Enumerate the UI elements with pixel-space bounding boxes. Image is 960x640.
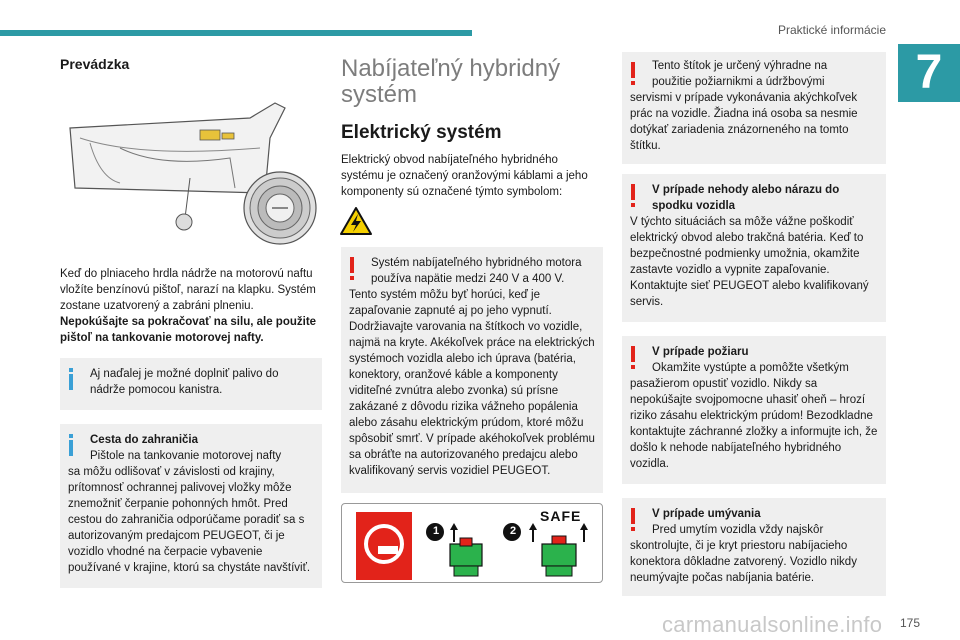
- header-accent-bar: [0, 30, 472, 36]
- paragraph-fuel-nozzle-text: Keď do plniaceho hrdla nádrže na motorovú naftu vložíte benzínovú pištoľ, narazí na klapku. Systém zostane uzatvorený a zabráni plneniu.: [60, 268, 316, 312]
- warning-washing-title: V prípade umývania: [652, 508, 761, 520]
- warning-accident-text: V týchto situáciách sa môže vážne poškodiť elektrický obvod alebo trakčná batéria. Keď to bezpečnostné podmienky umožnia, okamžite zastavte vozidlo a vypnite zapaľovanie. Kontaktujte sieť PEUGEOT alebo kvalifikovaný servis.: [630, 216, 869, 308]
- header-title: Praktické informácie: [777, 23, 886, 37]
- page-number: 175: [900, 616, 921, 630]
- warning-icon: [628, 346, 638, 370]
- paragraph-fuel-nozzle: [60, 266, 322, 346]
- section-title-prevadzka: Prevádzka: [60, 56, 130, 72]
- info-icon: [66, 434, 76, 456]
- warning-box-washing: [622, 498, 886, 596]
- figure-label-1: 1: [432, 525, 440, 537]
- column-1: [60, 52, 322, 588]
- info-canister-text: Aj naďalej je možné doplniť palivo do nádrže pomocou kanistra.: [90, 368, 279, 396]
- warning-washing-line1: Pred umytím vozidla vždy najskôr: [652, 524, 824, 536]
- info-travel-line1: Pištole na tankovanie motorovej nafty: [90, 450, 282, 462]
- warning-fire-line1: Okamžite vystúpte a pomôžte všetkým: [652, 362, 849, 374]
- safe-label-figure: [341, 503, 603, 583]
- paragraph-electric-circuit: Elektrický obvod nabíjateľného hybridného systému je označený oranžovými káblami a jeho komponenty sú označené týmto symbolom:: [341, 154, 588, 198]
- figure-label-2: 2: [509, 525, 517, 537]
- warning-voltage-line2: používa napätie medzi 240 V a 400 V.: [371, 273, 565, 285]
- warning-voltage-text: Tento systém môžu byť horúci, keď je zapaľovanie zapnuté aj po jeho vypnutí. Dodržiavajte varovania na štítkoch vo vozidle, najmä na kryte. Akékoľvek práce na elektrických systémoch vozidla alebo ich úprava (batéria, konektory, oranžové káble a komponenty viditeľné zvnútra alebo zvonka) sú prísne zakázané z dôvodu rizika vážneho popálenia alebo zásahu elektrickým prúdom, ktoré môžu spôsobiť smrť. V prípade akéhokoľvek problému sa obráťte na autorizovaného predajcu alebo kvalifikovaný servis vozidiel PEUGEOT.: [349, 289, 595, 477]
- warning-label-line2: použitie požiarnikmi a údržbovými: [652, 76, 825, 88]
- fuel-filler-illustration: [60, 98, 322, 248]
- paragraph-fuel-nozzle-bold: Nepokúšajte sa pokračovať na silu, ale použite pištoľ na tankovanie motorovej nafty.: [60, 316, 317, 344]
- warning-fire-text: pasažierom opustiť vozidlo. Nikdy sa nepokúšajte svojpomocne uhasiť oheň – hrozí riziko zásahu elektrickým prúdom! Bezodkladne kontaktujte záchranné zložky a informujte ich, že došlo k nehode nabíjateľného hybridného vozidla.: [630, 378, 878, 470]
- warning-washing-text: skontrolujte, či je kryt priestoru nabíjacieho konektora dôkladne zatvorený. Vozidlo nikdy neumývajte počas nabíjania batérie.: [630, 540, 857, 584]
- warning-label-text: servismi v prípade vykonávania akýchkoľvek prác na vozidle. Žiadna iná osoba sa nesmie dotýkať zariadenia znázorneného na tomto štítku.: [630, 92, 858, 152]
- subtitle-electric-system: Elektrický systém: [341, 122, 502, 143]
- info-icon: [66, 368, 76, 390]
- figure-safe-text: SAFE: [540, 508, 582, 524]
- info-box-travel-abroad: [60, 424, 322, 588]
- high-voltage-warning-icon: [339, 206, 373, 236]
- column-2: [341, 52, 603, 583]
- column-3: [622, 52, 886, 596]
- warning-box-label-usage: [622, 52, 886, 164]
- chapter-number-tab: 7: [898, 44, 960, 102]
- warning-icon: [628, 184, 638, 208]
- warning-box-accident: [622, 174, 886, 322]
- warning-accident-title2: spodku vozidla: [652, 200, 736, 212]
- page-title: [341, 56, 603, 108]
- warning-icon: [628, 62, 638, 86]
- info-travel-text: sa môžu odlišovať v závislosti od krajiny, prítomnosť ochrannej palivovej vložky môže znemožniť čerpanie pohonných hmôt. Pred cestou do zahraničia odporúčame poradiť sa s autorizovaným predajcom PEUGEOT, či je vozidlo vhodné na čerpacie vybavenie používané v krajine, ktorú sa chystáte navštíviť.: [68, 466, 311, 574]
- warning-box-high-voltage: [341, 247, 603, 493]
- high-voltage-symbol: [339, 206, 603, 241]
- warning-label-line1: Tento štítok je určený výhradne na: [652, 60, 828, 72]
- page-title-line1: Nabíjateľný hybridný: [341, 55, 561, 82]
- warning-icon: [347, 257, 357, 281]
- page-title-line2: systém: [341, 81, 418, 108]
- info-box-canister: [60, 358, 322, 410]
- warning-icon: [628, 508, 638, 532]
- fuel-filler-drawing: [60, 98, 322, 248]
- warning-accident-title1: V prípade nehody alebo nárazu do: [652, 184, 840, 196]
- warning-voltage-line1: Systém nabíjateľného hybridného motora: [371, 257, 582, 269]
- watermark-logo: carmanualsonline.info: [662, 612, 883, 637]
- info-travel-title: Cesta do zahraničia: [90, 434, 199, 446]
- warning-fire-title: V prípade požiaru: [652, 346, 749, 358]
- warning-box-fire: [622, 336, 886, 484]
